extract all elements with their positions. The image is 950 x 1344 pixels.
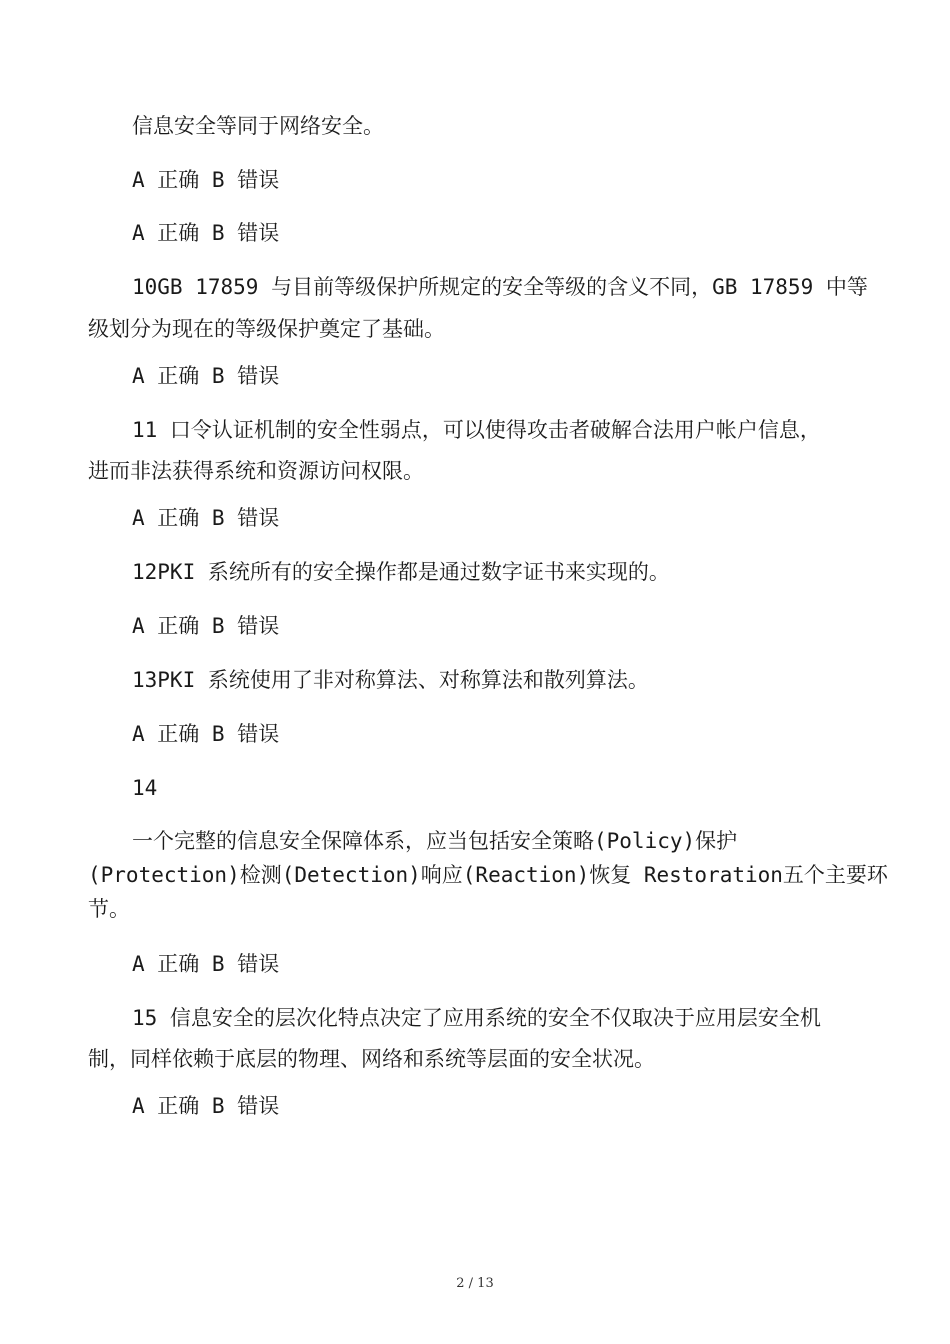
question-14-line-3: 节。 — [88, 897, 130, 921]
answer-options: A 正确 B 错误 — [132, 614, 280, 638]
question-15-line-2: 制，同样依赖于底层的物理、网络和系统等层面的安全状况。 — [88, 1047, 655, 1071]
answer-options: A 正确 B 错误 — [132, 168, 280, 192]
question-11-line-2: 进而非法获得系统和资源访问权限。 — [88, 459, 424, 483]
question-15-line-1: 15 信息安全的层次化特点决定了应用系统的安全不仅取决于应用层安全机 — [132, 1006, 821, 1030]
question-10-line-1: 10GB 17859 与目前等级保护所规定的安全等级的含义不同，GB 17859 中等 — [132, 275, 868, 299]
question-14-number: 14 — [132, 776, 158, 800]
question-12-text: 12PKI 系统所有的安全操作都是通过数字证书来实现的。 — [132, 560, 670, 584]
question-11-line-1: 11 口令认证机制的安全性弱点，可以使得攻击者破解合法用户帐户信息， — [132, 418, 821, 442]
answer-options: A 正确 B 错误 — [132, 221, 280, 245]
question-14-line-2: (Protection)检测(Detection)响应(Reaction)恢复 Restoration五个主要环 — [88, 863, 888, 887]
answer-options: A 正确 B 错误 — [132, 952, 280, 976]
statement-9-text: 信息安全等同于网络安全。 — [132, 114, 384, 138]
page-number: 2 / 13 — [456, 1276, 494, 1291]
answer-options: A 正确 B 错误 — [132, 364, 280, 388]
question-13-text: 13PKI 系统使用了非对称算法、对称算法和散列算法。 — [132, 668, 649, 692]
question-14-line-1: 一个完整的信息安全保障体系，应当包括安全策略(Policy)保护 — [132, 829, 738, 853]
question-10-line-2: 级划分为现在的等级保护奠定了基础。 — [88, 317, 445, 341]
answer-options: A 正确 B 错误 — [132, 506, 280, 530]
answer-options: A 正确 B 错误 — [132, 1094, 280, 1118]
answer-options: A 正确 B 错误 — [132, 722, 280, 746]
